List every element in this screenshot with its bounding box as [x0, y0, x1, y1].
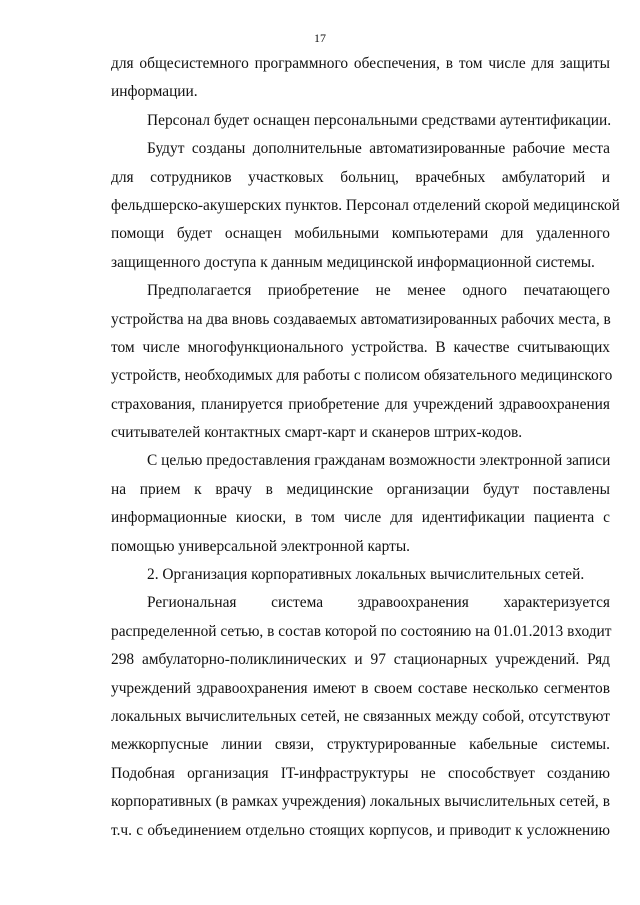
paragraph	[111, 107, 610, 135]
text-line: Персонал будет оснащен персональными средствами аутентификации.	[147, 111, 612, 129]
text-line: защищенного доступа к данным медицинской информационной системы.	[111, 253, 595, 271]
document-body	[111, 50, 620, 845]
text-line: том числе многофункционального устройства. В качестве считывающих	[111, 338, 610, 356]
text-line: информации.	[111, 83, 198, 101]
text-line: страхования, планируется приобретение для учреждений здравоохранения	[111, 395, 610, 413]
text-line: помощью универсальной электронной карты.	[111, 537, 411, 555]
text-line: Предполагается приобретение не менее одного печатающего	[147, 282, 610, 300]
text-line: корпоративных (в рамках учреждения) локальных вычислительных сетей, в	[111, 793, 610, 811]
text-line: помощи будет оснащен мобильными компьютерами для удаленного	[111, 225, 610, 243]
text-line: информационные киоски, в том числе для идентификации пациента с	[111, 509, 610, 527]
text-line: устройства на два вновь создаваемых автоматизированных рабочих места, в	[111, 310, 611, 328]
paragraph	[111, 135, 620, 277]
paragraph	[111, 561, 610, 589]
paragraph	[111, 50, 610, 107]
text-line: С целью предоставления гражданам возможности электронной записи	[147, 452, 611, 470]
text-line: устройств, необходимых для работы с полисом обязательного медицинского	[111, 367, 613, 385]
text-line: 2. Организация корпоративных локальных вычислительных сетей.	[147, 566, 585, 584]
text-line: Будут созданы дополнительные автоматизированные рабочие места	[147, 140, 610, 158]
text-line: учреждений здравоохранения имеют в своем составе несколько сегментов	[111, 679, 610, 697]
text-line: Подобная организация IT-инфраструктуры не способствует созданию	[111, 764, 610, 782]
text-line: для общесистемного программного обеспечения, в том числе для защиты	[111, 55, 610, 72]
text-line: на прием к врачу в медицинские организации будут поставлены	[111, 480, 610, 498]
text-line: фельдшерско-акушерских пунктов. Персонал отделений скорой медицинской	[111, 196, 620, 214]
text-line: Региональная система здравоохранения характеризуется	[147, 594, 610, 612]
text-line: для сотрудников участковых больниц, врачебных амбулаторий и	[111, 168, 610, 186]
text-line: 298 амбулаторно-поликлинических и 97 стационарных учреждений. Ряд	[111, 651, 610, 669]
text-line: т.ч. с объединением отдельно стоящих корпусов, и приводит к усложнению	[111, 821, 610, 839]
paragraph	[111, 447, 610, 561]
text-line: локальных вычислительных сетей, не связанных между собой, отсутствуют	[111, 707, 610, 725]
text-line: считывателей контактных смарт-карт и сканеров штрих-кодов.	[111, 424, 523, 442]
page-number: 17	[314, 31, 326, 45]
text-line: межкорпусные линии связи, структурированные кабельные системы.	[111, 736, 610, 754]
text-line: распределенной сетью, в состав которой по состоянию на 01.01.2013 входит	[111, 622, 612, 640]
paragraph	[111, 277, 613, 447]
paragraph	[111, 589, 610, 845]
